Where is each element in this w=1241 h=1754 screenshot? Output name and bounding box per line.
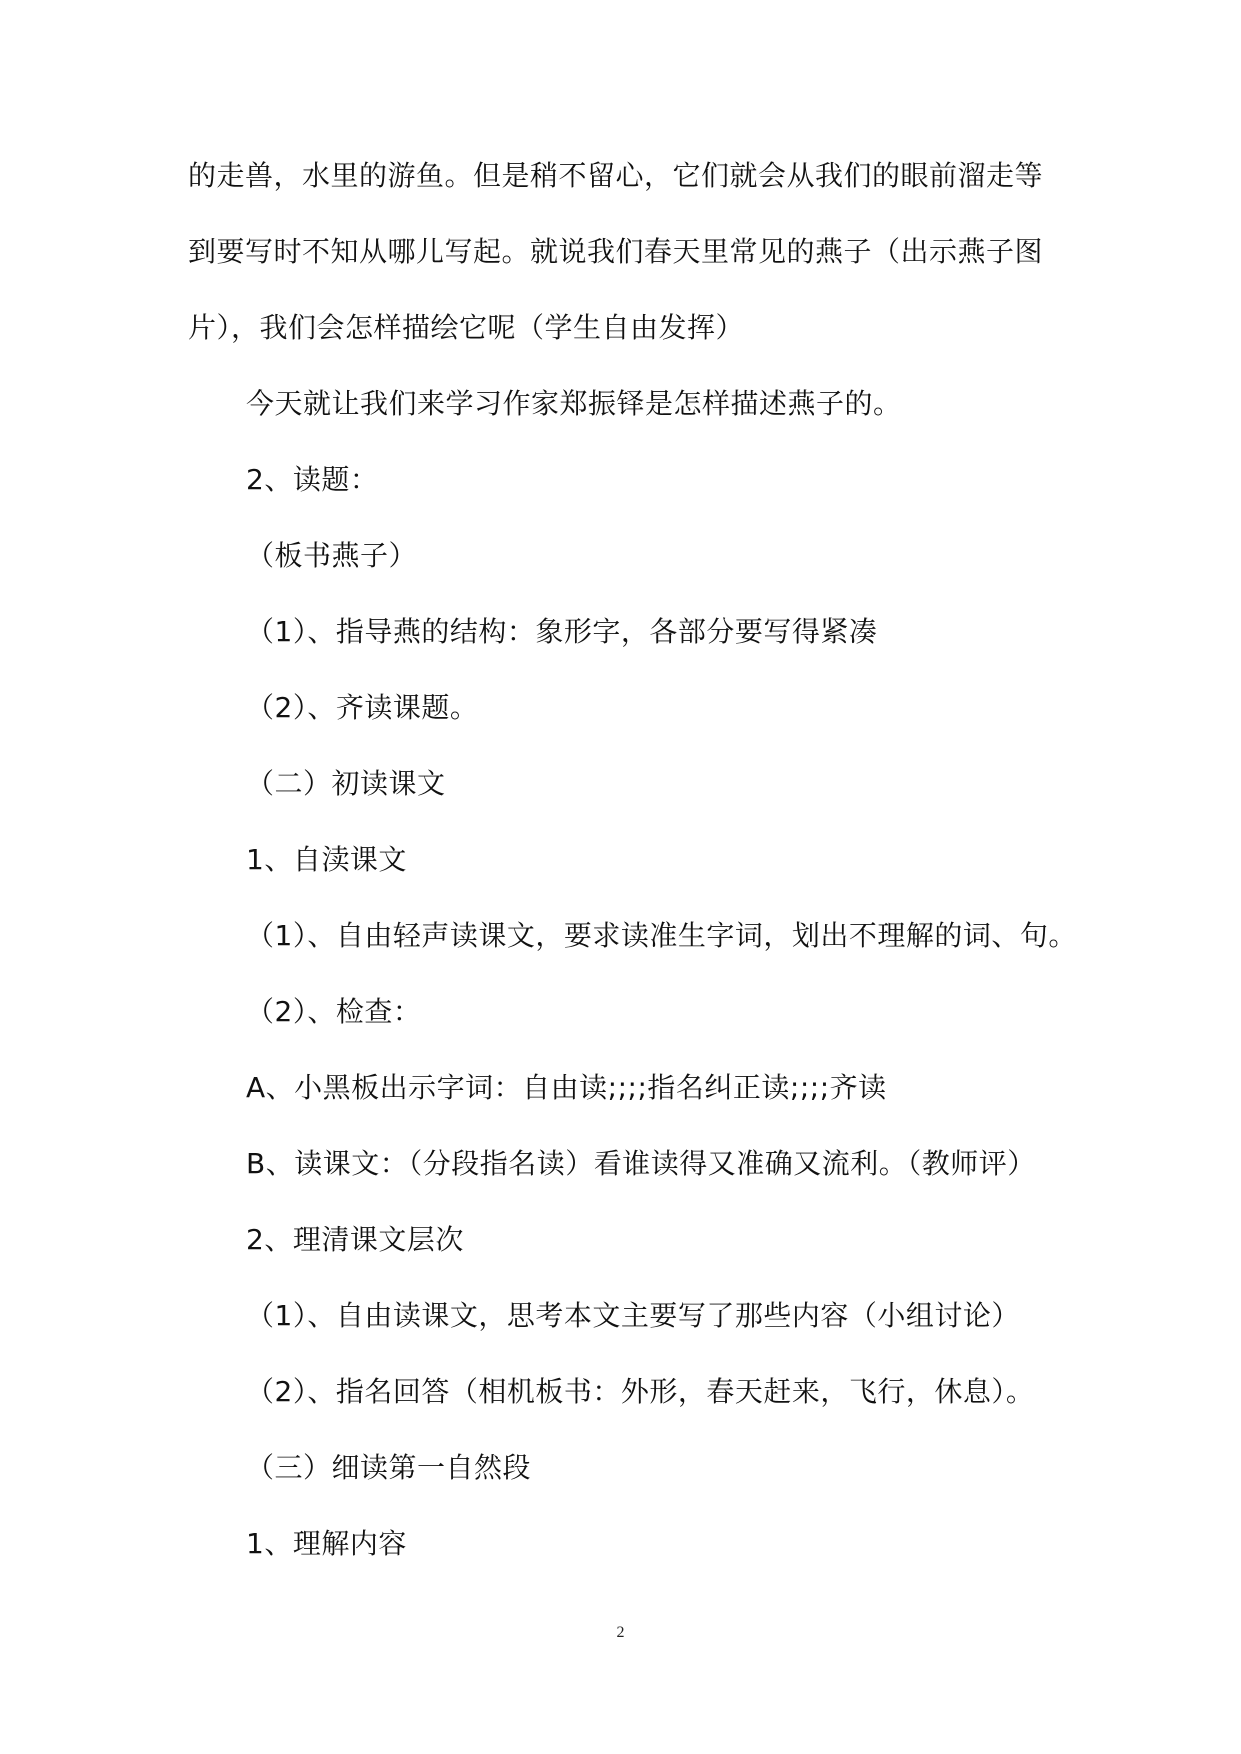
text-line: 的走兽，水里的游鱼。但是稍不留心，它们就会从我们的眼前溜走等 (188, 159, 1044, 192)
text-line: 到要写时不知从哪儿写起。就说我们春天里常见的燕子（出示燕子图 (188, 235, 1044, 268)
text-line: （1）、自由读课文，思考本文主要写了那些内容（小组讨论） (246, 1299, 1020, 1332)
section-heading: 2、读题： (246, 463, 379, 496)
section-heading: 1、自渎课文 (246, 843, 407, 876)
text-line: （板书燕子） (246, 539, 418, 572)
document-body (188, 138, 1077, 1582)
text-line: （1）、指导燕的结构：象形字，各部分要写得紧凑 (246, 615, 878, 648)
text-line: （1）、自由轻声读课文，要求读准生字词，划出不理解的词、句。 (246, 919, 1077, 952)
text-line: A、小黑板出示字词：自由读;;;;指名纠正读;;;;齐读 (246, 1071, 887, 1104)
section-heading: 1、理解内容 (246, 1527, 407, 1560)
text-line: B、读课文：（分段指名读）看谁读得又准确又流利。（教师评） (246, 1147, 1036, 1180)
text-line: 片），我们会怎样描绘它呢（学生自由发挥） (188, 311, 745, 344)
section-heading: （二）初读课文 (246, 767, 446, 800)
text-line: （2）、检查： (246, 995, 422, 1028)
text-line: （2）、齐读课题。 (246, 691, 479, 724)
page-number: 2 (616, 1624, 625, 1641)
section-heading: （三）细读第一自然段 (246, 1451, 532, 1484)
text-line: （2）、指名回答（相机板书：外形，春天赶来，飞行，休息）。 (246, 1375, 1035, 1408)
section-heading: 2、理清课文层次 (246, 1223, 464, 1256)
text-line: 今天就让我们来学习作家郑振铎是怎样描述燕子的。 (246, 387, 902, 420)
